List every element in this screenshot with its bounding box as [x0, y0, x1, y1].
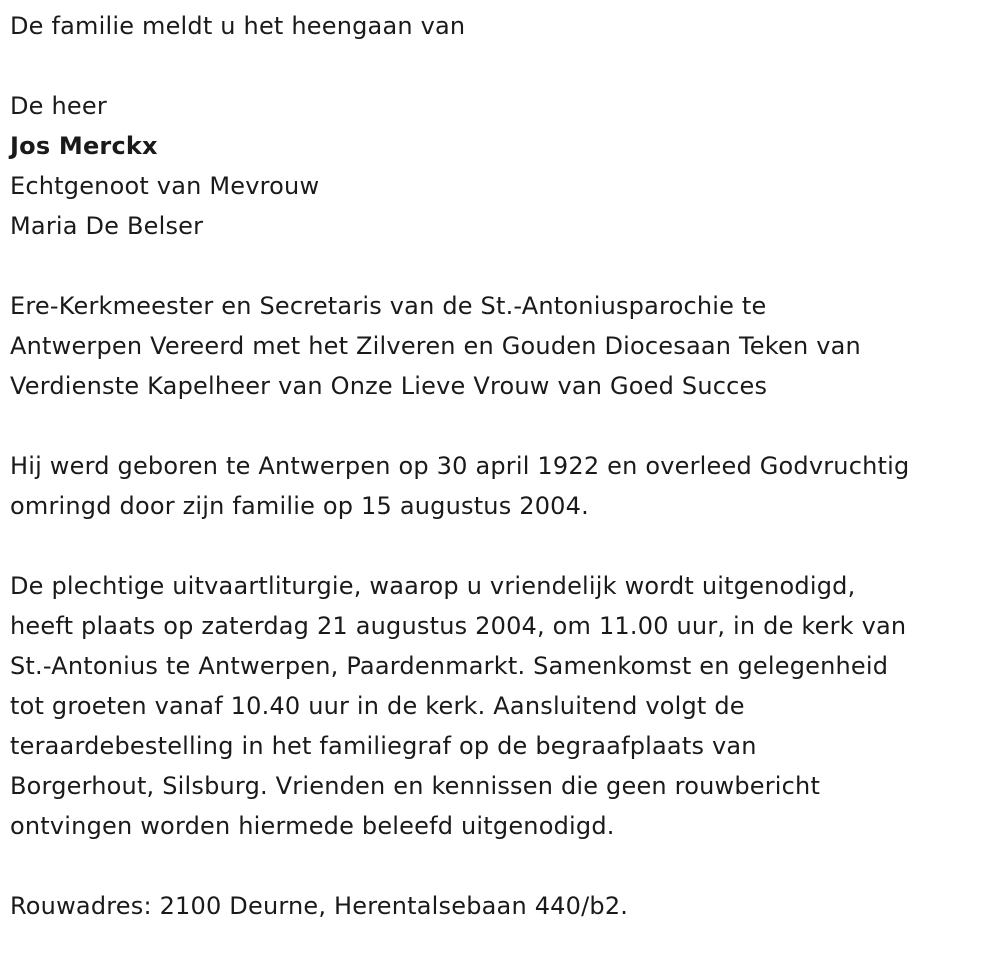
funeral-line: Borgerhout, Silsburg. Vrienden en kennissen die geen rouwbericht	[10, 772, 821, 800]
funeral-line: De plechtige uitvaartliturgie, waarop u vriendelijk wordt uitgenodigd,	[10, 572, 856, 600]
birth-death-line: omringd door zijn familie op 15 augustus 2004.	[10, 492, 589, 520]
birth-death-paragraph	[10, 446, 995, 526]
titles-paragraph	[10, 286, 995, 406]
titles-line: Verdienste Kapelheer van Onze Lieve Vrouw van Goed Succes	[10, 372, 768, 400]
salutation: De heer	[10, 92, 107, 120]
titles-line: Antwerpen Vereerd met het Zilveren en Gouden Diocesaan Teken van	[10, 332, 861, 360]
spacer	[10, 846, 995, 886]
funeral-line: ontvingen worden hiermede beleefd uitgenodigd.	[10, 812, 615, 840]
deceased-name: Jos Merckx	[10, 132, 158, 160]
spacer	[10, 246, 995, 286]
funeral-line: St.-Antonius te Antwerpen, Paardenmarkt. Samenkomst en gelegenheid	[10, 652, 889, 680]
obituary-document	[10, 0, 995, 926]
funeral-line: teraardebestelling in het familiegraf op de begraafplaats van	[10, 732, 757, 760]
spouse-name: Maria De Belser	[10, 212, 204, 240]
spouse-label: Echtgenoot van Mevrouw	[10, 172, 320, 200]
spacer	[10, 46, 995, 86]
intro-text: De familie meldt u het heengaan van	[10, 12, 466, 40]
spacer	[10, 526, 995, 566]
funeral-line: heeft plaats op zaterdag 21 augustus 2004, om 11.00 uur, in de kerk van	[10, 612, 907, 640]
titles-line: Ere-Kerkmeester en Secretaris van de St.-Antoniusparochie te	[10, 292, 767, 320]
mourning-address: Rouwadres: 2100 Deurne, Herentalsebaan 440/b2.	[10, 892, 629, 920]
spacer	[10, 406, 995, 446]
funeral-paragraph	[10, 566, 995, 846]
funeral-line: tot groeten vanaf 10.40 uur in de kerk. Aansluitend volgt de	[10, 692, 745, 720]
birth-death-line: Hij werd geboren te Antwerpen op 30 april 1922 en overleed Godvruchtig	[10, 452, 910, 480]
